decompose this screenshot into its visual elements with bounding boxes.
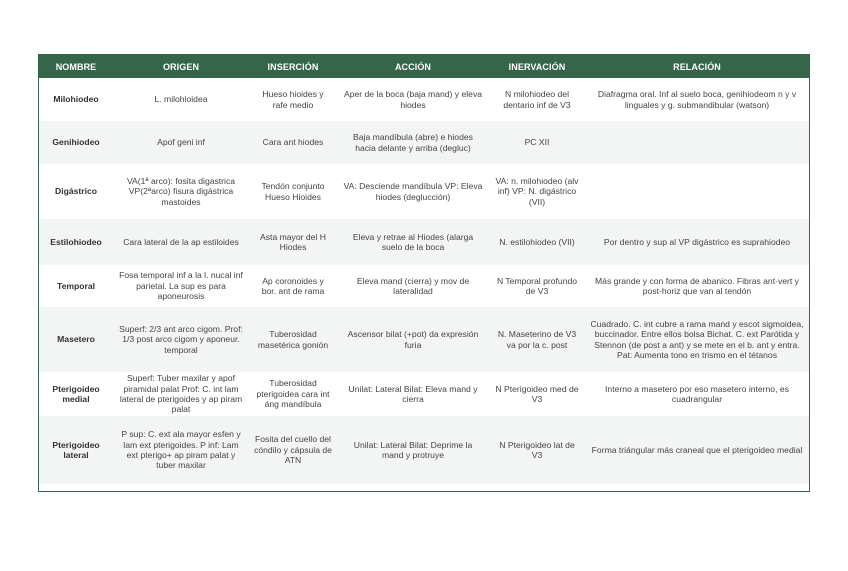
cell-accion: Unilat: Lateral Bilat: Eleva mand y cierra — [348, 383, 478, 404]
cell-insercion: Tuberosidad pterigoidea cara int áng mandíbula — [256, 378, 330, 410]
cell-insercion: Cara ant hiodes — [262, 137, 324, 148]
cell-nombre: Digástrico — [54, 186, 98, 197]
cell-nombre: Masetero — [57, 334, 95, 345]
cell-insercion: Asta mayor del H Hiodes — [260, 231, 326, 252]
cell-relacion: Más grande y con forma de abanico. Fibras ant-vert y post-horiz que van al tendón — [595, 275, 799, 296]
cell-insercion: Fosita del cuello del cóndilo y cápsula de ATN — [254, 434, 332, 466]
cell-nombre: Temporal — [56, 280, 96, 291]
cell-nombre: Pterigoideo lateral — [52, 439, 100, 460]
cell-origen — [113, 372, 249, 416]
cell-relacion — [585, 164, 809, 219]
header-nombre: NOMBRE — [55, 61, 97, 72]
cell-relacion: Cuadrado. C. int cubre a rama mand y escot sigmoidea, buccinador. Entre ellos bolsa Bichat. C. ext Parótida y Stennon (de post a ant) y se mete en el b. ant y entra. Pat: Aumenta tono en trismo en el tétanos — [590, 318, 804, 360]
table-row — [39, 78, 809, 121]
table-row — [39, 265, 809, 307]
cell-inervacion: N Pterigoideo med de V3 — [495, 383, 579, 404]
cell-relacion: Por dentro y sup al VP digástrico es suprahiodeo — [603, 236, 791, 247]
cell-insercion: Tuberosidad masetérica gonión — [257, 329, 329, 350]
cell-origen: Superf: 2/3 ant arco cigom. Prof: 1/3 post arco cigom y aponeur. temporal — [119, 323, 243, 355]
muscle-table — [39, 55, 809, 484]
cell-origen-text: Superf: Tuber maxilar y apof piramidal palat Prof: C. int lam lateral de pterigoides y ap piram palat — [119, 373, 243, 415]
cell-relacion: Interno a masetero por eso masetero interno, es cuadrangular — [605, 383, 789, 404]
cell-insercion: Hueso hioides y rafe medio — [262, 89, 324, 110]
cell-accion: Baja mandíbula (abre) e hiodes hacia delante y arriba (degluc) — [353, 132, 473, 153]
table-row — [39, 219, 809, 265]
table-row — [39, 416, 809, 484]
cell-insercion: Tendón conjunto Hueso Hioides — [261, 181, 325, 202]
cell-origen: VA(1ª arco): fosita digastrica VP(2ªarco) fisura digástrica mastoides — [126, 175, 236, 207]
table-row — [39, 372, 809, 416]
cell-nombre: Milohiodeo — [53, 94, 99, 105]
cell-accion: Eleva y retrae al Hiodes (alarga suelo de la boca — [352, 231, 474, 252]
cell-origen: L. milohioidea — [154, 94, 208, 105]
table-header-row — [39, 55, 809, 78]
cell-inervacion: N. estilohiodeo (VII) — [499, 236, 575, 247]
cell-nombre: Genihiodeo — [52, 137, 100, 148]
cell-relacion: Diafragma oral. Inf al suelo boca, genihiodeom n y v linguales y g. submandibular (watson) — [597, 89, 797, 110]
cell-inervacion: N Pterigoideo lat de V3 — [499, 439, 575, 460]
cell-inervacion: N. Maseterino de V3 va por la c. post — [497, 329, 577, 350]
cell-inervacion: VA: n. milohiodeo (alv inf) VP: N. digástrico (VII) — [495, 175, 579, 207]
header-inervacion: INERVACIÓN — [508, 61, 566, 72]
cell-origen: Apof geni inf — [157, 137, 205, 148]
table-row — [39, 164, 809, 219]
cell-accion: VA: Desciende mandíbula VP: Eleva hiodes (deglucción) — [343, 181, 483, 202]
cell-insercion: Ap coronoides y bor. ant de rama — [261, 275, 325, 296]
cell-origen: Cara lateral de la ap estiloides — [123, 236, 239, 247]
table-row — [39, 121, 809, 164]
header-accion: ACCIÓN — [394, 61, 432, 72]
cell-accion: Aper de la boca (baja mand) y eleva hiodes — [343, 89, 483, 110]
cell-accion: Unilat: Lateral Bilat: Deprime la mand y protruye — [353, 439, 473, 460]
cell-inervacion: N milohiodeo del dentario inf de V3 — [503, 89, 571, 110]
cell-relacion: Forma triángular más craneal que el pterigoideo medial — [591, 444, 803, 455]
cell-accion: Ascensor bilat (+pot) da expresión furia — [347, 329, 479, 350]
header-insercion: INSERCIÓN — [267, 61, 319, 72]
cell-nombre: Estilohiodeo — [50, 236, 102, 247]
table-row — [39, 307, 809, 372]
cell-relacion — [585, 121, 809, 164]
header-origen: ORIGEN — [162, 61, 200, 72]
cell-inervacion: N Temporal profundo de V3 — [496, 275, 578, 296]
cell-inervacion: PC XII — [524, 137, 550, 148]
header-relacion: RELACIÓN — [673, 61, 721, 72]
muscle-table-container — [38, 54, 810, 492]
cell-nombre: Pterigoideo medial — [52, 383, 100, 404]
cell-accion: Eleva mand (cierra) y mov de lateralidad — [356, 275, 470, 296]
cell-origen: Fosa temporal inf a la l. nucal inf parietal. La sup es para aponeurosis — [119, 270, 243, 302]
cell-origen: P sup: C. ext ala mayor esfen y lam ext pterigoides. P inf: Lam ext pterigo+ ap piram palat y tuber maxilar — [121, 429, 241, 471]
